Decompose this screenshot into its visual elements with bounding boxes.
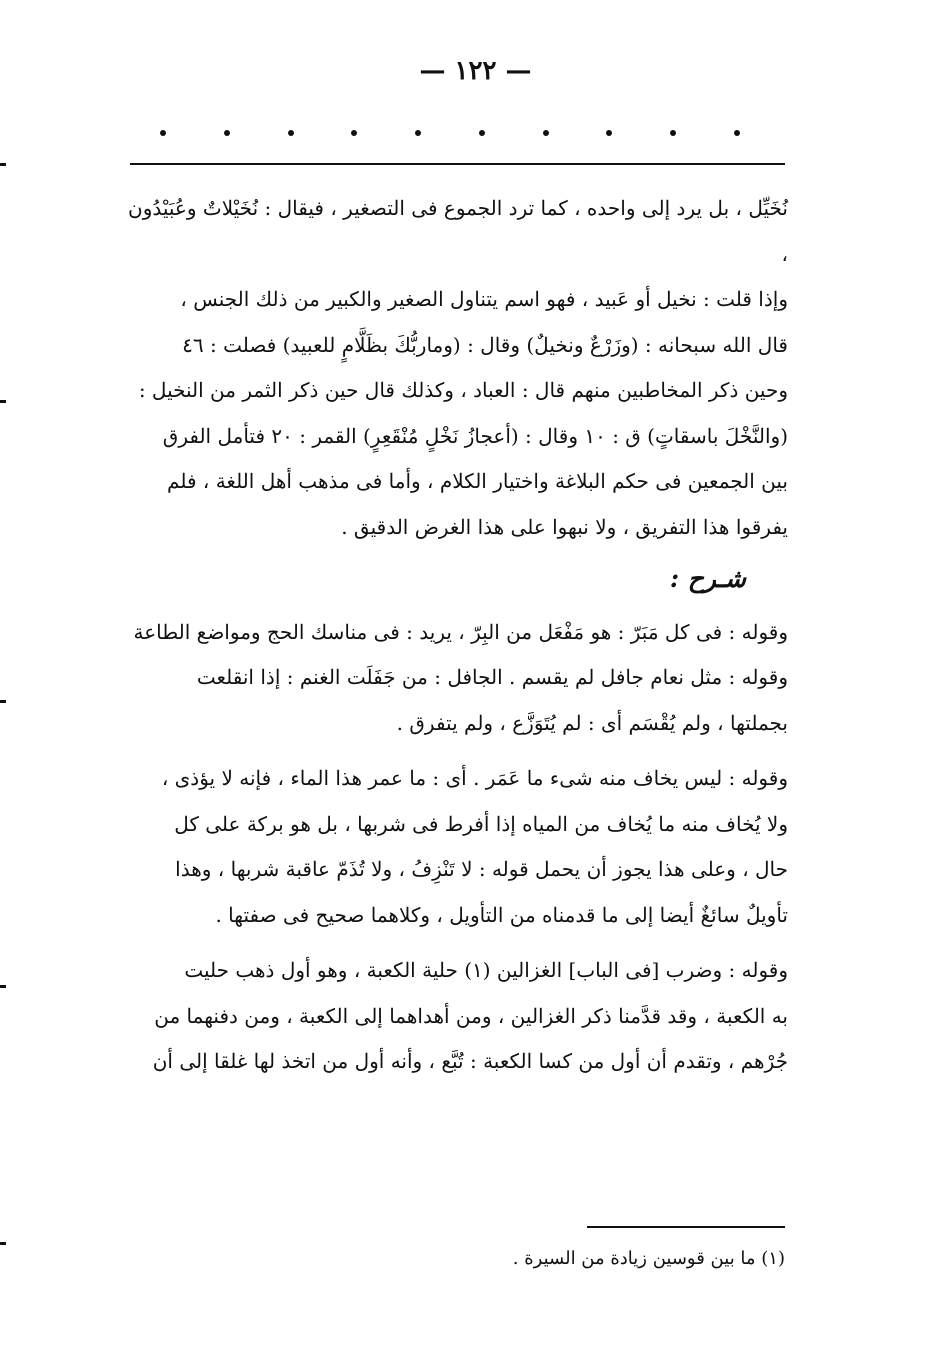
page-number: — ١٢٢ — — [419, 56, 532, 86]
commentary-paragraph-3 — [128, 756, 788, 938]
text-line: وقوله : فى كل مَبَرّ : هو مَفْعَل من البِرّ ، يريد : فى مناسك الحج ومواضع الطاعة — [133, 619, 788, 644]
text-line: به الكعبة ، وقد قدَّمنا ذكر الغزالين ، ومن أهداهما إلى الكعبة ، ومن دفنهما من — [154, 1003, 788, 1028]
separator-dot — [415, 130, 421, 136]
text-line: بجملتها ، ولم يُقْسَم أى : لم يُتَوَزَّع ، ولم يتفرق . — [396, 710, 788, 735]
margin-mark — [0, 985, 6, 988]
margin-mark — [0, 1242, 6, 1245]
footnote: (١) ما بين قوسين زيادة من السيرة . — [512, 1248, 785, 1269]
text-line: وإذا قلت : نخيل أو عَبيد ، فهو اسم يتناول الصغير والكبير من ذلك الجنس ، — [180, 287, 788, 311]
separator-dots — [160, 130, 740, 136]
separator-dot — [351, 130, 357, 136]
text-line: تأويلٌ سائغٌ أيضا إلى ما قدمناه من التأويل ، وكلاهما صحيح فى صفتها . — [215, 902, 788, 927]
text-line: حال ، وعلى هذا يجوز أن يحمل قوله : لا تَنْزِفُ ، ولا تُذَمّ عاقبة شربها ، وهذا — [175, 857, 788, 881]
separator-dot — [224, 130, 230, 136]
footnote-rule — [587, 1226, 785, 1228]
separator-dot — [479, 130, 485, 136]
separator-dot — [670, 130, 676, 136]
commentary-paragraph-2 — [128, 655, 788, 746]
section-heading: شـرح : — [669, 564, 746, 593]
text-line: بين الجمعين فى حكم البلاغة واختيار الكلام ، وأما فى مذهب أهل اللغة ، فلم — [167, 469, 788, 493]
text-line: ولا يُخاف منه ما يُخاف من المياه إذا أفرط فى شربها ، بل هو بركة على كل — [174, 811, 788, 836]
text-line: (والنَّخْلَ باسقاتٍ) ق : ١٠ وقال : (أعجازُ نَخْلٍ مُنْقَعِرٍ) القمر : ٢٠ فتأمل الفرق — [162, 423, 788, 448]
text-line: وقوله : مثل نعام جافل لم يقسم . الجافل : من جَفَلَت الغنم : إذا انقلعت — [196, 665, 788, 689]
text-block-top — [128, 186, 788, 550]
header-rule — [130, 163, 785, 165]
separator-dot — [543, 130, 549, 136]
text-line: نُخَيِّل ، بل يرد إلى واحده ، كما ترد الجموع فى التصغير ، فيقال : نُخَيْلاتٌ وعُبَيْدُون ، — [128, 196, 788, 266]
margin-mark — [0, 163, 6, 166]
text-line: قال الله سبحانه : (وزَرْعٌ ونخيلٌ) وقال : (وماربُّكَ بظَلَّامٍ للعبيد) فصلت : ٤٦ — [182, 332, 788, 357]
commentary-paragraph-4 — [128, 948, 788, 1085]
main-text — [128, 186, 788, 1085]
text-line: وقوله : وضرب [فى الباب] الغزالين (١) حلية الكعبة ، وهو أول ذهب حليت — [184, 958, 788, 982]
separator-dot — [734, 130, 740, 136]
separator-dot — [160, 130, 166, 136]
text-line: وقوله : ليس يخاف منه شىء ما عَمَر . أى : ما عمر هذا الماء ، فإنه لا يؤذى ، — [161, 766, 788, 790]
commentary-paragraph-1 — [128, 610, 788, 656]
margin-mark — [0, 700, 6, 703]
margin-mark — [0, 400, 6, 403]
text-line: جُرْهم ، وتقدم أن أول من كسا الكعبة : تُبَّع ، وأنه أول من اتخذ لها غلقا إلى أن — [152, 1049, 788, 1073]
text-line: يفرقوا هذا التفريق ، ولا نبهوا على هذا الغرض الدقيق . — [341, 514, 788, 539]
separator-dot — [606, 130, 612, 136]
text-line: وحين ذكر المخاطبين منهم قال : العباد ، وكذلك قال حين ذكر الثمر من النخيل : — [138, 378, 788, 402]
separator-dot — [288, 130, 294, 136]
